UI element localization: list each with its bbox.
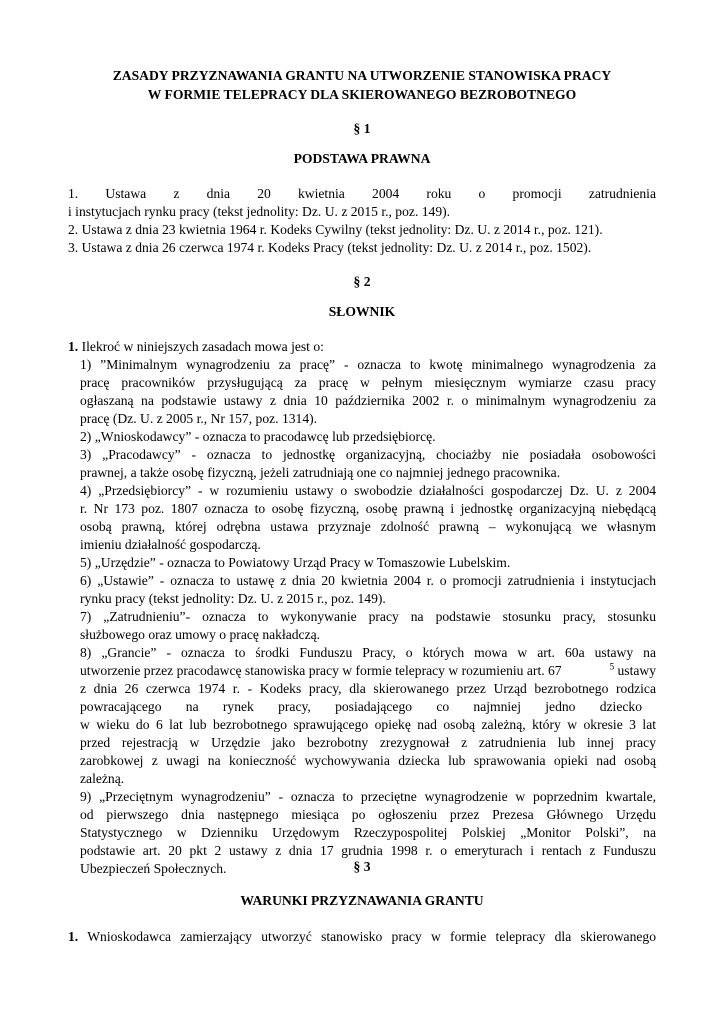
glossary-line: służbowego oraz umowy o pracę nakładczą. xyxy=(80,627,321,642)
glossary-line: podstawie art. 20 pkt 2 ustawy z dnia 17 grudnia 1998 r. o emeryturach i rentach z Funduszu xyxy=(80,843,656,858)
conditions-item-1 xyxy=(68,928,656,964)
glossary-line: pracę pracowników przysługującą za pracę w pełnym miesięcznym wymiarze czasu pracy xyxy=(80,375,656,390)
legal-basis-item-3: 3. Ustawa z dnia 26 czerwca 1974 r. Kodeks Pracy (tekst jednolity: Dz. U. z 2014 r., poz. 1502). xyxy=(68,240,592,255)
document-title-line-1: ZASADY PRZYZNAWANIA GRANTU NA UTWORZENIE STANOWISKA PRACY xyxy=(112,68,612,83)
glossary-line: z dnia 26 czerwca 1974 r. - Kodeks pracy, dla skierowanego przez Urząd bezrobotnego rodzica xyxy=(80,681,656,696)
glossary-line: r. Nr 173 poz. 1807 oznacza to osobę fizyczną, osobę prawną i jednostkę organizacyjną niebędącą xyxy=(80,501,656,516)
glossary-line: zależną. xyxy=(80,771,125,786)
glossary-line: 4) „Przedsiębiorcy” - w rozumieniu ustawy o swobodzie działalności gospodarczej Dz. U. z 2004 xyxy=(80,483,656,498)
glossary-line: powracającego na rynek pracy, posiadającego co najmniej jedno dziecko xyxy=(80,699,642,714)
article-superscript: 5 xyxy=(609,661,615,672)
conditions-item-text: Wnioskodawca zamierzający utworzyć stanowisko pracy w formie telepracy dla skierowanego xyxy=(78,929,656,944)
legal-basis-item-2: 2. Ustawa z dnia 23 kwietnia 1964 r. Kodeks Cywilny (tekst jednolity: Dz. U. z 2014 r., poz. 121). xyxy=(68,222,603,237)
glossary-line-with-superscript xyxy=(80,662,656,680)
glossary-line: Ubezpieczeń Społecznych. xyxy=(80,861,227,876)
glossary-line: osobą prawną, której odrębna ustawa przyznaje zdolność prawną – wykonującą we własnym xyxy=(80,519,656,534)
glossary-intro xyxy=(68,338,324,356)
section-3-heading: WARUNKI PRZYZNAWANIA GRANTU xyxy=(240,893,484,908)
glossary-intro-text: Ilekroć w niniejszych zasadach mowa jest o: xyxy=(78,339,324,354)
glossary-line: w wieku do 6 lat lub bezrobotnego sprawującego opiekę nad osobą zależną, który w okresie 3 lat xyxy=(80,717,656,732)
document-title-line-2: W FORMIE TELEPRACY DLA SKIEROWANEGO BEZROBOTNEGO xyxy=(147,87,577,102)
glossary-line: przed rejestracją w Urzędzie jako bezrobotny zrezygnował z zatrudnienia lub innej pracy xyxy=(80,735,656,750)
glossary-line: 9) „Przeciętnym wynagrodzeniu” - oznacza to przeciętne wynagrodzenie w poprzednim kwartale, xyxy=(80,789,656,804)
glossary-line: 5) „Urzędzie” - oznacza to Powiatowy Urząd Pracy w Tomaszowie Lubelskim. xyxy=(80,555,511,570)
section-2-heading: SŁOWNIK xyxy=(328,304,396,319)
glossary-line: 8) „Grancie” - oznacza to środki Funduszu Pracy, o których mowa w art. 60a ustawy na xyxy=(80,645,656,660)
glossary-line: prawnej, a także osobę fizyczną, jeżeli zatrudniają one co najmniej jednego pracownika. xyxy=(80,465,561,480)
glossary-line: zarobkowej z uwagi na konieczność wychowywania dziecka lub sprawowania opieki nad osobą xyxy=(80,753,656,768)
glossary-line: 1) ”Minimalnym wynagrodzeniu za pracę” - oznacza to kwotę minimalnego wynagrodzenia za xyxy=(80,357,656,372)
section-1-mark: § 1 xyxy=(353,121,371,136)
section-2-mark: § 2 xyxy=(353,274,371,289)
glossary-line-part: ustawy xyxy=(614,663,656,678)
glossary-line: rynku pracy (tekst jednolity: Dz. U. z 2015 r., poz. 149). xyxy=(80,591,386,606)
glossary-line: od pierwszego dnia następnego miesiąca po ogłoszeniu przez Prezesa Głównego Urzędu xyxy=(80,807,656,822)
glossary-line: pracę (Dz. U. z 2005 r., Nr 157, poz. 1314). xyxy=(80,411,318,426)
glossary-intro-number: 1. xyxy=(68,339,79,354)
glossary-line: 2) „Wnioskodawcy” - oznacza to pracodawcę lub przedsiębiorcę. xyxy=(80,429,436,444)
section-3-mark: § 3 xyxy=(353,859,371,874)
glossary-line: imieniu działalność gospodarczą. xyxy=(80,537,261,552)
glossary-line: 3) „Pracodawcy” - oznacza to jednostkę organizacyjną, chociażby nie posiadała osobowości xyxy=(80,447,656,462)
glossary-line: Statystycznego w Dzienniku Urzędowym Rzeczypospolitej Polskiej „Monitor Polski”, na xyxy=(80,825,656,840)
legal-basis-item-1b: i instytucjach rynku pracy (tekst jednolity: Dz. U. z 2015 r., poz. 149). xyxy=(68,204,451,219)
section-1-heading: PODSTAWA PRAWNA xyxy=(293,151,431,166)
glossary-line: 6) „Ustawie” - oznacza to ustawę z dnia 20 kwietnia 2004 r. o promocji zatrudnienia i instytucjach xyxy=(80,573,656,588)
legal-basis-item-1a: 1. Ustawa z dnia 20 kwietnia 2004 roku o promocji zatrudnienia xyxy=(68,186,656,201)
glossary-line: ogłaszaną na podstawie ustawy z dnia 10 października 2002 r. o minimalnym wynagrodzeniu za xyxy=(80,393,656,408)
glossary-line-part: utworzenie przez pracodawcę stanowiska pracy w formie telepracy w rozumieniu art. 67 xyxy=(80,663,562,678)
glossary-line: 7) „Zatrudnieniu”- oznacza to wykonywanie pracy na podstawie stosunku pracy, stosunku xyxy=(80,609,656,624)
conditions-item-number: 1. xyxy=(68,929,79,944)
